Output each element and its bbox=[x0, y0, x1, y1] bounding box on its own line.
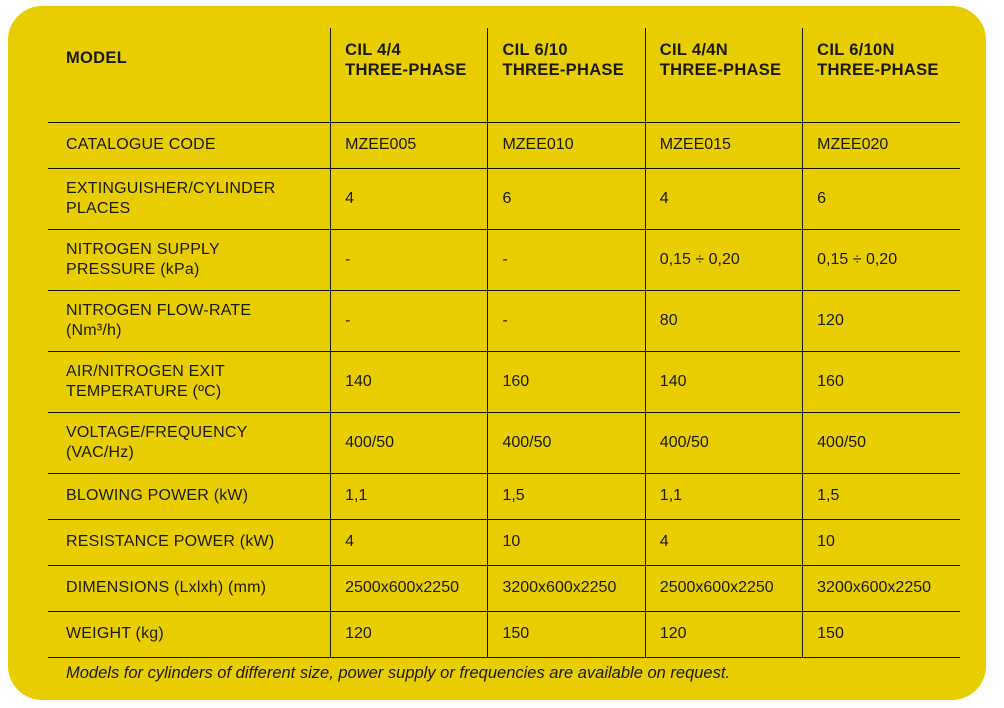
table-row bbox=[48, 123, 960, 169]
cell-resistance-power-cil-6-10: 10 bbox=[488, 520, 645, 566]
table-row bbox=[48, 520, 960, 566]
cell-places-cil-4-4: 4 bbox=[331, 169, 488, 230]
specifications-table bbox=[48, 28, 960, 658]
cell-places-cil-6-10: 6 bbox=[488, 169, 645, 230]
cell-places-cil-4-4n: 4 bbox=[645, 169, 802, 230]
header-row bbox=[48, 28, 960, 123]
table-row bbox=[48, 291, 960, 352]
column-header-cil-6-10n-line2: THREE-PHASE bbox=[817, 61, 939, 80]
column-header-model bbox=[48, 28, 331, 123]
cell-voltage-cil-6-10: 400/50 bbox=[488, 413, 645, 474]
cell-voltage-cil-4-4: 400/50 bbox=[331, 413, 488, 474]
row-label-line1: VOLTAGE/FREQUENCY bbox=[66, 423, 248, 441]
row-label-line2: PLACES bbox=[66, 200, 131, 217]
column-header-cil-4-4n-line2: THREE-PHASE bbox=[659, 61, 782, 80]
cell-voltage-cil-4-4n: 400/50 bbox=[645, 413, 802, 474]
cell-weight-cil-6-10n: 150 bbox=[803, 612, 960, 658]
row-label-extinguisher-cylinder-places bbox=[48, 169, 331, 230]
cell-flow-rate-cil-6-10n: 120 bbox=[803, 291, 960, 352]
cell-voltage-cil-6-10n: 400/50 bbox=[803, 413, 960, 474]
row-label-nitrogen-supply-pressure bbox=[48, 230, 331, 291]
cell-resistance-power-cil-4-4n: 4 bbox=[645, 520, 802, 566]
table-row bbox=[48, 474, 960, 520]
column-header-cil-6-10-line2: THREE-PHASE bbox=[502, 61, 625, 80]
table-row bbox=[48, 352, 960, 413]
row-label-weight bbox=[48, 612, 331, 658]
row-label-catalogue-code bbox=[48, 123, 331, 169]
cell-resistance-power-cil-6-10n: 10 bbox=[803, 520, 960, 566]
cell-pressure-cil-6-10n: 0,15 ÷ 0,20 bbox=[803, 230, 960, 291]
table-body bbox=[48, 123, 960, 658]
row-label-line2: (Nm³/h) bbox=[66, 322, 122, 339]
table-row bbox=[48, 169, 960, 230]
cell-catalogue-code-cil-6-10: MZEE010 bbox=[488, 123, 645, 169]
table-row bbox=[48, 612, 960, 658]
row-label-line2: PRESSURE (kPa) bbox=[66, 261, 200, 278]
cell-flow-rate-cil-4-4n: 80 bbox=[645, 291, 802, 352]
cell-weight-cil-4-4: 120 bbox=[331, 612, 488, 658]
column-header-cil-4-4n-line1: CIL 4/4N bbox=[659, 41, 728, 59]
column-header-cil-6-10 bbox=[488, 28, 645, 123]
spec-table-container bbox=[48, 28, 960, 678]
cell-catalogue-code-cil-4-4: MZEE005 bbox=[331, 123, 488, 169]
cell-pressure-cil-6-10: - bbox=[488, 230, 645, 291]
row-label-line1: CATALOGUE CODE bbox=[66, 136, 216, 154]
table-header bbox=[48, 28, 960, 123]
cell-weight-cil-4-4n: 120 bbox=[645, 612, 802, 658]
row-label-line1: NITROGEN FLOW-RATE bbox=[66, 301, 252, 319]
row-label-air-nitrogen-exit-temperature bbox=[48, 352, 331, 413]
cell-pressure-cil-4-4n: 0,15 ÷ 0,20 bbox=[645, 230, 802, 291]
footnote: Models for cylinders of different size, power supply or frequencies are available on request. bbox=[66, 664, 731, 682]
column-header-cil-4-4-line2: THREE-PHASE bbox=[345, 61, 467, 80]
spec-card bbox=[8, 6, 986, 700]
cell-temperature-cil-4-4: 140 bbox=[331, 352, 488, 413]
row-label-line1: NITROGEN SUPPLY bbox=[66, 240, 220, 258]
cell-dimensions-cil-4-4n: 2500x600x2250 bbox=[645, 566, 802, 612]
cell-places-cil-6-10n: 6 bbox=[803, 169, 960, 230]
column-header-model-label: MODEL bbox=[66, 49, 128, 67]
cell-catalogue-code-cil-6-10n: MZEE020 bbox=[803, 123, 960, 169]
cell-blowing-power-cil-6-10n: 1,5 bbox=[803, 474, 960, 520]
cell-flow-rate-cil-6-10: - bbox=[488, 291, 645, 352]
column-header-cil-4-4-line1: CIL 4/4 bbox=[345, 41, 402, 59]
row-label-line1: AIR/NITROGEN EXIT bbox=[66, 362, 225, 380]
row-label-line1: RESISTANCE POWER (kW) bbox=[66, 533, 275, 551]
row-label-line1: EXTINGUISHER/CYLINDER bbox=[66, 179, 276, 197]
row-label-line2: TEMPERATURE (ºC) bbox=[66, 383, 222, 400]
column-header-cil-4-4 bbox=[331, 28, 488, 123]
cell-temperature-cil-4-4n: 140 bbox=[645, 352, 802, 413]
row-label-resistance-power bbox=[48, 520, 331, 566]
cell-dimensions-cil-4-4: 2500x600x2250 bbox=[331, 566, 488, 612]
table-row bbox=[48, 566, 960, 612]
cell-blowing-power-cil-4-4: 1,1 bbox=[331, 474, 488, 520]
column-header-cil-6-10-line1: CIL 6/10 bbox=[502, 41, 568, 59]
row-label-line1: BLOWING POWER (kW) bbox=[66, 487, 249, 505]
cell-blowing-power-cil-6-10: 1,5 bbox=[488, 474, 645, 520]
cell-pressure-cil-4-4: - bbox=[331, 230, 488, 291]
cell-temperature-cil-6-10: 160 bbox=[488, 352, 645, 413]
row-label-dimensions bbox=[48, 566, 331, 612]
cell-dimensions-cil-6-10: 3200x600x2250 bbox=[488, 566, 645, 612]
row-label-line2: (VAC/Hz) bbox=[66, 444, 134, 461]
cell-dimensions-cil-6-10n: 3200x600x2250 bbox=[803, 566, 960, 612]
column-header-cil-6-10n bbox=[803, 28, 960, 123]
cell-weight-cil-6-10: 150 bbox=[488, 612, 645, 658]
cell-temperature-cil-6-10n: 160 bbox=[803, 352, 960, 413]
row-label-voltage-frequency bbox=[48, 413, 331, 474]
cell-flow-rate-cil-4-4: - bbox=[331, 291, 488, 352]
row-label-line1: DIMENSIONS (Lxlxh) (mm) bbox=[66, 579, 267, 597]
row-label-nitrogen-flow-rate bbox=[48, 291, 331, 352]
table-row bbox=[48, 413, 960, 474]
column-header-cil-4-4n bbox=[645, 28, 802, 123]
row-label-blowing-power bbox=[48, 474, 331, 520]
cell-catalogue-code-cil-4-4n: MZEE015 bbox=[645, 123, 802, 169]
cell-resistance-power-cil-4-4: 4 bbox=[331, 520, 488, 566]
row-label-line1: WEIGHT (kg) bbox=[66, 625, 164, 643]
cell-blowing-power-cil-4-4n: 1,1 bbox=[645, 474, 802, 520]
column-header-cil-6-10n-line1: CIL 6/10N bbox=[817, 41, 895, 59]
table-row bbox=[48, 230, 960, 291]
